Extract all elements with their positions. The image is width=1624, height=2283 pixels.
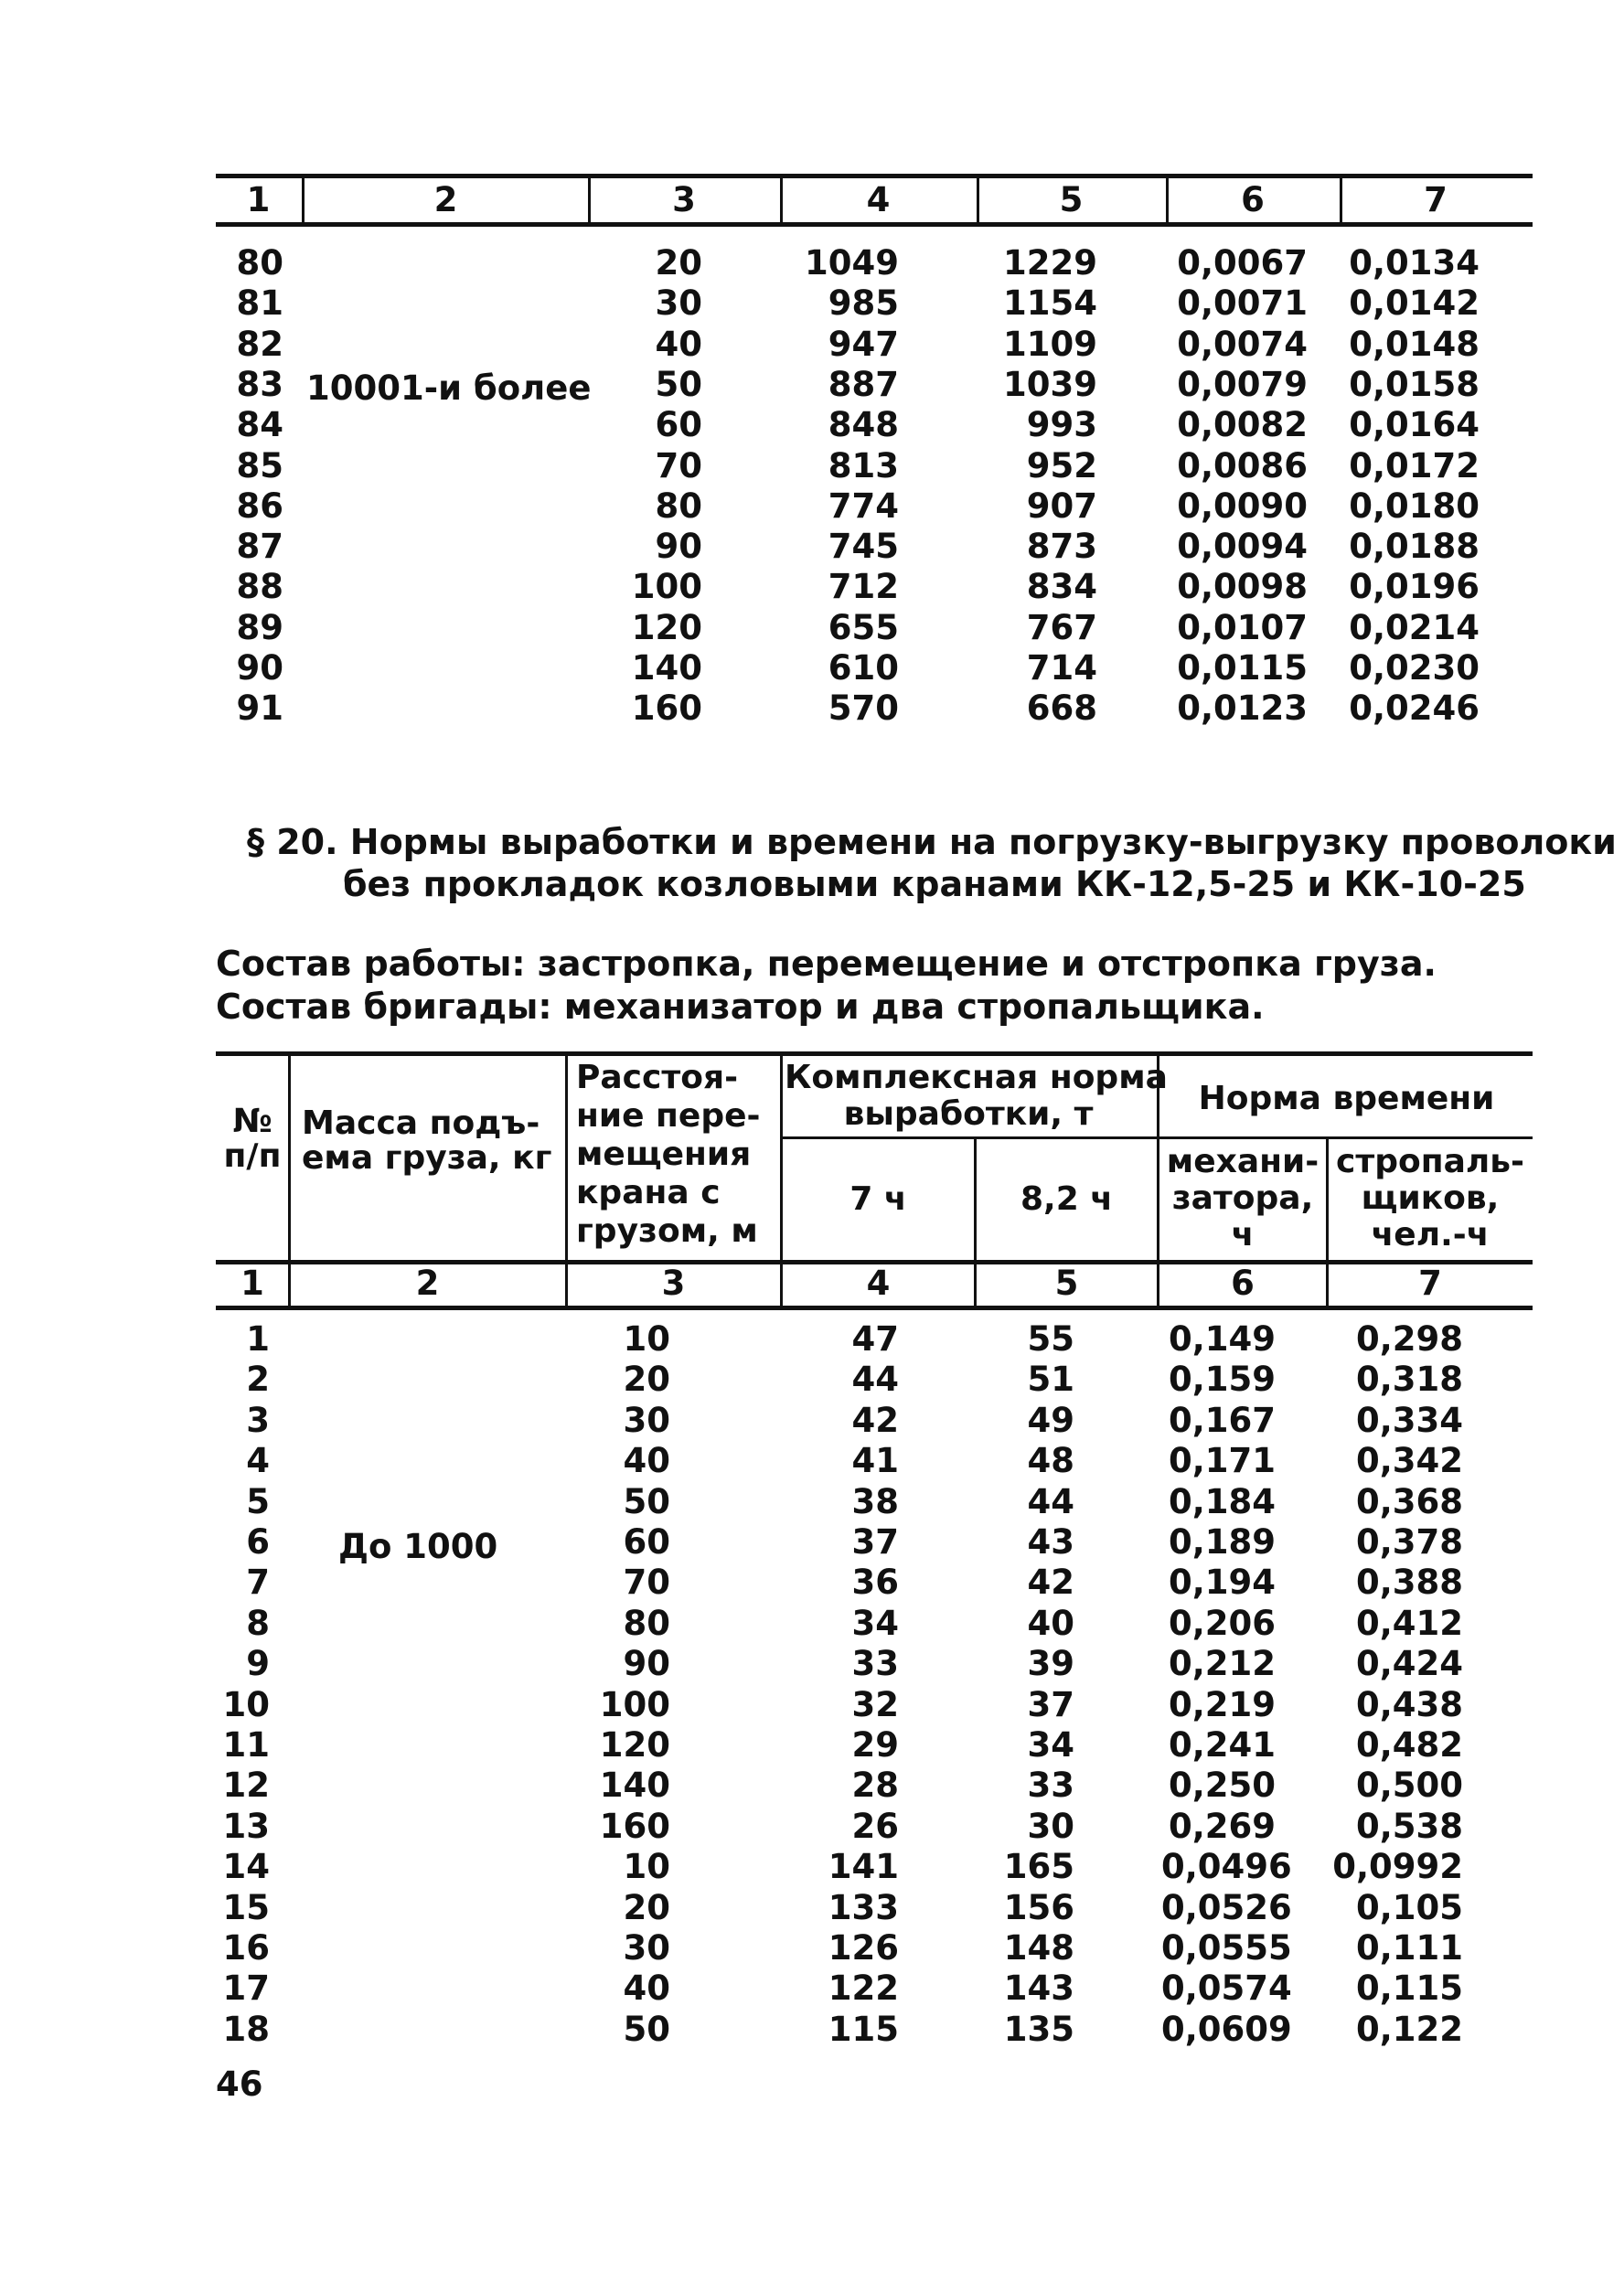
row-number-cell: 11 [222, 1725, 270, 1765]
row-number-cell: 80 [236, 243, 283, 283]
time-mechanic-cell: 0,0107 [1177, 607, 1308, 647]
distance-cell: 100 [631, 567, 702, 607]
header-mechanic: затора, [1171, 1179, 1314, 1217]
time-slinger-cell: 0,0180 [1349, 485, 1480, 526]
row-number-cell: 88 [236, 567, 283, 607]
row-number-cell: 16 [222, 1928, 270, 1968]
top-colnum: 5 [1059, 180, 1084, 219]
time-mechanic-cell: 0,0079 [1177, 364, 1308, 404]
work-composition: Состав работы: застропка, перемещение и отстропка груза. [216, 944, 1437, 984]
norm-8-2h-cell: 668 [1026, 688, 1097, 729]
norm-8-2h-cell: 135 [1003, 2009, 1074, 2049]
crew-composition: Состав бригады: механизатор и два стропальщика. [216, 987, 1265, 1027]
header-slinger: чел.-ч [1371, 1216, 1490, 1254]
time-mechanic-cell: 0,0071 [1177, 283, 1308, 324]
row-number-cell: 6 [246, 1522, 270, 1562]
time-mechanic-cell: 0,0090 [1177, 485, 1308, 526]
header-slinger: щиков, [1361, 1179, 1500, 1217]
time-slinger-cell: 0,368 [1355, 1481, 1463, 1521]
header-mass: ема груза, кг [302, 1139, 552, 1177]
time-mechanic-cell: 0,0526 [1161, 1887, 1292, 1927]
norm-8-2h-cell: 767 [1026, 607, 1097, 647]
norm-7h-cell: 774 [828, 485, 899, 526]
distance-cell: 120 [599, 1725, 670, 1765]
time-slinger-cell: 0,105 [1355, 1887, 1463, 1927]
norm-7h-cell: 141 [828, 1847, 899, 1887]
norm-7h-cell: 28 [851, 1766, 899, 1806]
norm-7h-cell: 122 [828, 1968, 899, 2009]
time-mechanic-cell: 0,0555 [1161, 1928, 1292, 1968]
time-mechanic-cell: 0,0098 [1177, 567, 1308, 607]
norm-7h-cell: 655 [828, 607, 899, 647]
top-colnum: 3 [672, 180, 696, 219]
row-number-cell: 84 [236, 405, 283, 445]
header-mechanic: ч [1231, 1216, 1255, 1254]
top-table-rule-bottom [216, 222, 1533, 227]
distance-cell: 100 [599, 1684, 670, 1724]
norm-8-2h-cell: 55 [1027, 1319, 1074, 1359]
time-slinger-cell: 0,334 [1355, 1400, 1463, 1440]
row-number-cell: 89 [236, 607, 283, 647]
row-number-cell: 18 [222, 2009, 270, 2049]
norm-7h-cell: 712 [828, 567, 899, 607]
time-mechanic-cell: 0,0086 [1177, 445, 1308, 485]
main-colnum: 3 [661, 1264, 686, 1303]
norm-8-2h-cell: 42 [1027, 1563, 1074, 1603]
row-number-cell: 3 [246, 1400, 270, 1440]
time-mechanic-cell: 0,167 [1168, 1400, 1276, 1440]
norm-7h-cell: 610 [828, 648, 899, 688]
norm-7h-cell: 34 [851, 1603, 899, 1643]
norm-8-2h-cell: 34 [1027, 1725, 1074, 1765]
distance-cell: 90 [655, 527, 702, 567]
header-complex-norm: выработки, т [843, 1095, 1094, 1133]
distance-cell: 20 [623, 1360, 670, 1400]
time-mechanic-cell: 0,0067 [1177, 243, 1308, 283]
header-distance: ние пере- [576, 1097, 761, 1135]
norm-8-2h-cell: 51 [1027, 1360, 1074, 1400]
time-mechanic-cell: 0,171 [1168, 1441, 1276, 1481]
top-group-label: 10001-и более [306, 368, 592, 408]
header-num: п/п [223, 1137, 282, 1175]
time-slinger-cell: 0,500 [1355, 1766, 1463, 1806]
distance-cell: 80 [623, 1603, 670, 1643]
norm-8-2h-cell: 952 [1026, 445, 1097, 485]
main-colnum: 4 [866, 1264, 891, 1303]
time-slinger-cell: 0,0142 [1349, 283, 1480, 324]
norm-8-2h-cell: 165 [1003, 1847, 1074, 1887]
norm-8-2h-cell: 49 [1027, 1400, 1074, 1440]
row-number-cell: 90 [236, 648, 283, 688]
top-table-rule-top [216, 174, 1533, 178]
norm-8-2h-cell: 33 [1027, 1766, 1074, 1806]
norm-7h-cell: 745 [828, 527, 899, 567]
main-table-divider [780, 1053, 783, 1307]
norm-7h-cell: 29 [851, 1725, 899, 1765]
time-slinger-cell: 0,482 [1355, 1725, 1463, 1765]
distance-cell: 120 [631, 607, 702, 647]
norm-8-2h-cell: 714 [1026, 648, 1097, 688]
distance-cell: 50 [623, 2009, 670, 2049]
distance-cell: 160 [631, 688, 702, 729]
time-mechanic-cell: 0,241 [1168, 1725, 1276, 1765]
time-mechanic-cell: 0,0082 [1177, 405, 1308, 445]
header-time-norm: Норма времени [1198, 1080, 1495, 1117]
norm-7h-cell: 133 [828, 1887, 899, 1927]
header-complex-norm: Комплексная норма [785, 1059, 1168, 1096]
main-colnum: 6 [1231, 1264, 1255, 1303]
row-number-cell: 86 [236, 485, 283, 526]
row-number-cell: 8 [246, 1603, 270, 1643]
norm-7h-cell: 44 [851, 1360, 899, 1400]
distance-cell: 50 [623, 1481, 670, 1521]
norm-8-2h-cell: 40 [1027, 1603, 1074, 1643]
distance-cell: 40 [623, 1968, 670, 2009]
norm-8-2h-cell: 993 [1026, 405, 1097, 445]
norm-7h-cell: 37 [851, 1522, 899, 1562]
header-8-2h: 8,2 ч [1020, 1180, 1114, 1218]
main-table-divider [288, 1053, 291, 1307]
time-mechanic-cell: 0,269 [1168, 1806, 1276, 1846]
norm-7h-cell: 848 [828, 405, 899, 445]
distance-cell: 40 [655, 324, 702, 364]
time-slinger-cell: 0,298 [1355, 1319, 1463, 1359]
time-mechanic-cell: 0,149 [1168, 1319, 1276, 1359]
section-title-line1: § 20. Нормы выработки и времени на погрузку-выгрузку проволоки [247, 822, 1617, 862]
distance-cell: 140 [599, 1766, 670, 1806]
top-table-divider [588, 176, 591, 223]
top-table-divider [302, 176, 304, 223]
header-num: № [232, 1103, 272, 1140]
distance-cell: 30 [623, 1400, 670, 1440]
distance-cell: 20 [655, 243, 702, 283]
norm-8-2h-cell: 30 [1027, 1806, 1074, 1846]
norm-7h-cell: 947 [828, 324, 899, 364]
top-table-divider [977, 176, 979, 223]
norm-8-2h-cell: 39 [1027, 1644, 1074, 1684]
time-slinger-cell: 0,412 [1355, 1603, 1463, 1643]
main-table-divider [974, 1138, 977, 1307]
row-number-cell: 87 [236, 527, 283, 567]
time-slinger-cell: 0,111 [1355, 1928, 1463, 1968]
norm-8-2h-cell: 1154 [1003, 283, 1097, 324]
norm-8-2h-cell: 44 [1027, 1481, 1074, 1521]
time-mechanic-cell: 0,159 [1168, 1360, 1276, 1400]
top-colnum: 1 [246, 180, 271, 219]
row-number-cell: 82 [236, 324, 283, 364]
distance-cell: 30 [655, 283, 702, 324]
distance-cell: 60 [655, 405, 702, 445]
time-slinger-cell: 0,538 [1355, 1806, 1463, 1846]
distance-cell: 10 [623, 1847, 670, 1887]
time-slinger-cell: 0,115 [1355, 1968, 1463, 2009]
time-mechanic-cell: 0,0115 [1177, 648, 1308, 688]
main-table-rule-colnum-bottom [216, 1306, 1533, 1310]
main-group-label: До 1000 [338, 1527, 498, 1566]
time-slinger-cell: 0,122 [1355, 2009, 1463, 2049]
norm-8-2h-cell: 37 [1027, 1684, 1074, 1724]
time-mechanic-cell: 0,250 [1168, 1766, 1276, 1806]
norm-7h-cell: 26 [851, 1806, 899, 1846]
main-table-divider [1326, 1138, 1329, 1307]
time-slinger-cell: 0,0230 [1349, 648, 1480, 688]
distance-cell: 60 [623, 1522, 670, 1562]
top-table-divider [780, 176, 783, 223]
top-colnum: 2 [433, 180, 458, 219]
time-mechanic-cell: 0,206 [1168, 1603, 1276, 1643]
time-mechanic-cell: 0,0496 [1161, 1847, 1292, 1887]
norm-7h-cell: 985 [828, 283, 899, 324]
time-slinger-cell: 0,0188 [1349, 527, 1480, 567]
norm-7h-cell: 42 [851, 1400, 899, 1440]
row-number-cell: 2 [246, 1360, 270, 1400]
time-slinger-cell: 0,0158 [1349, 364, 1480, 404]
norm-7h-cell: 570 [828, 688, 899, 729]
time-slinger-cell: 0,0196 [1349, 567, 1480, 607]
row-number-cell: 15 [222, 1887, 270, 1927]
norm-8-2h-cell: 43 [1027, 1522, 1074, 1562]
norm-8-2h-cell: 873 [1026, 527, 1097, 567]
row-number-cell: 7 [246, 1563, 270, 1603]
norm-7h-cell: 115 [828, 2009, 899, 2049]
time-slinger-cell: 0,318 [1355, 1360, 1463, 1400]
time-slinger-cell: 0,342 [1355, 1441, 1463, 1481]
norm-8-2h-cell: 156 [1003, 1887, 1074, 1927]
main-colnum: 1 [240, 1264, 264, 1303]
distance-cell: 160 [599, 1806, 670, 1846]
distance-cell: 20 [623, 1887, 670, 1927]
time-slinger-cell: 0,0246 [1349, 688, 1480, 729]
row-number-cell: 10 [222, 1684, 270, 1724]
norm-7h-cell: 1049 [805, 243, 899, 283]
norm-7h-cell: 36 [851, 1563, 899, 1603]
top-colnum: 7 [1424, 180, 1448, 219]
page-number: 46 [216, 2064, 263, 2104]
row-number-cell: 91 [236, 688, 283, 729]
row-number-cell: 14 [222, 1847, 270, 1887]
time-mechanic-cell: 0,0074 [1177, 324, 1308, 364]
main-colnum: 5 [1054, 1264, 1079, 1303]
row-number-cell: 13 [222, 1806, 270, 1846]
time-mechanic-cell: 0,219 [1168, 1684, 1276, 1724]
row-number-cell: 9 [246, 1644, 270, 1684]
header-distance: грузом, м [576, 1212, 758, 1250]
norm-7h-cell: 887 [828, 364, 899, 404]
norm-7h-cell: 33 [851, 1644, 899, 1684]
row-number-cell: 17 [222, 1968, 270, 2009]
time-slinger-cell: 0,0172 [1349, 445, 1480, 485]
time-mechanic-cell: 0,212 [1168, 1644, 1276, 1684]
norm-8-2h-cell: 1229 [1003, 243, 1097, 283]
time-mechanic-cell: 0,184 [1168, 1481, 1276, 1521]
time-slinger-cell: 0,438 [1355, 1684, 1463, 1724]
main-table-divider [565, 1053, 568, 1307]
time-mechanic-cell: 0,0094 [1177, 527, 1308, 567]
header-slinger: стропаль- [1336, 1143, 1524, 1180]
norm-7h-cell: 38 [851, 1481, 899, 1521]
time-slinger-cell: 0,0164 [1349, 405, 1480, 445]
norm-7h-cell: 126 [828, 1928, 899, 1968]
header-mechanic: механи- [1166, 1143, 1320, 1180]
row-number-cell: 1 [246, 1319, 270, 1359]
time-mechanic-cell: 0,189 [1168, 1522, 1276, 1562]
time-slinger-cell: 0,0214 [1349, 607, 1480, 647]
row-number-cell: 81 [236, 283, 283, 324]
time-mechanic-cell: 0,0609 [1161, 2009, 1292, 2049]
row-number-cell: 85 [236, 445, 283, 485]
row-number-cell: 12 [222, 1766, 270, 1806]
distance-cell: 50 [655, 364, 702, 404]
norm-8-2h-cell: 143 [1003, 1968, 1074, 2009]
top-table-divider [1340, 176, 1342, 223]
norm-8-2h-cell: 907 [1026, 485, 1097, 526]
main-table-rule-top [216, 1051, 1533, 1056]
norm-8-2h-cell: 148 [1003, 1928, 1074, 1968]
norm-8-2h-cell: 1039 [1003, 364, 1097, 404]
norm-7h-cell: 32 [851, 1684, 899, 1724]
time-mechanic-cell: 0,194 [1168, 1563, 1276, 1603]
section-title-line2: без прокладок козловыми кранами КК-12,5-25 и КК-10-25 [343, 864, 1526, 904]
main-colnum: 2 [415, 1264, 440, 1303]
distance-cell: 90 [623, 1644, 670, 1684]
distance-cell: 30 [623, 1928, 670, 1968]
header-mass: Масса подъ- [302, 1104, 540, 1142]
time-slinger-cell: 0,424 [1355, 1644, 1463, 1684]
time-slinger-cell: 0,0134 [1349, 243, 1480, 283]
distance-cell: 40 [623, 1441, 670, 1481]
header-7h: 7 ч [849, 1180, 907, 1218]
time-mechanic-cell: 0,0123 [1177, 688, 1308, 729]
distance-cell: 80 [655, 485, 702, 526]
norm-7h-cell: 47 [851, 1319, 899, 1359]
norm-8-2h-cell: 834 [1026, 567, 1097, 607]
row-number-cell: 83 [236, 364, 283, 404]
header-distance: Расстоя- [576, 1059, 739, 1096]
row-number-cell: 4 [246, 1441, 270, 1481]
norm-7h-cell: 813 [828, 445, 899, 485]
time-slinger-cell: 0,0148 [1349, 324, 1480, 364]
header-distance: мещения [576, 1136, 752, 1173]
norm-7h-cell: 41 [851, 1441, 899, 1481]
distance-cell: 70 [655, 445, 702, 485]
time-slinger-cell: 0,388 [1355, 1563, 1463, 1603]
row-number-cell: 5 [246, 1481, 270, 1521]
main-colnum: 7 [1418, 1264, 1442, 1303]
time-slinger-cell: 0,0992 [1332, 1847, 1463, 1887]
distance-cell: 140 [631, 648, 702, 688]
top-colnum: 4 [866, 180, 891, 219]
top-colnum: 6 [1241, 180, 1265, 219]
time-mechanic-cell: 0,0574 [1161, 1968, 1292, 2009]
top-table-divider [1166, 176, 1169, 223]
header-distance: крана с [576, 1174, 721, 1211]
norm-8-2h-cell: 1109 [1003, 324, 1097, 364]
time-slinger-cell: 0,378 [1355, 1522, 1463, 1562]
norm-8-2h-cell: 48 [1027, 1441, 1074, 1481]
distance-cell: 10 [623, 1319, 670, 1359]
distance-cell: 70 [623, 1563, 670, 1603]
